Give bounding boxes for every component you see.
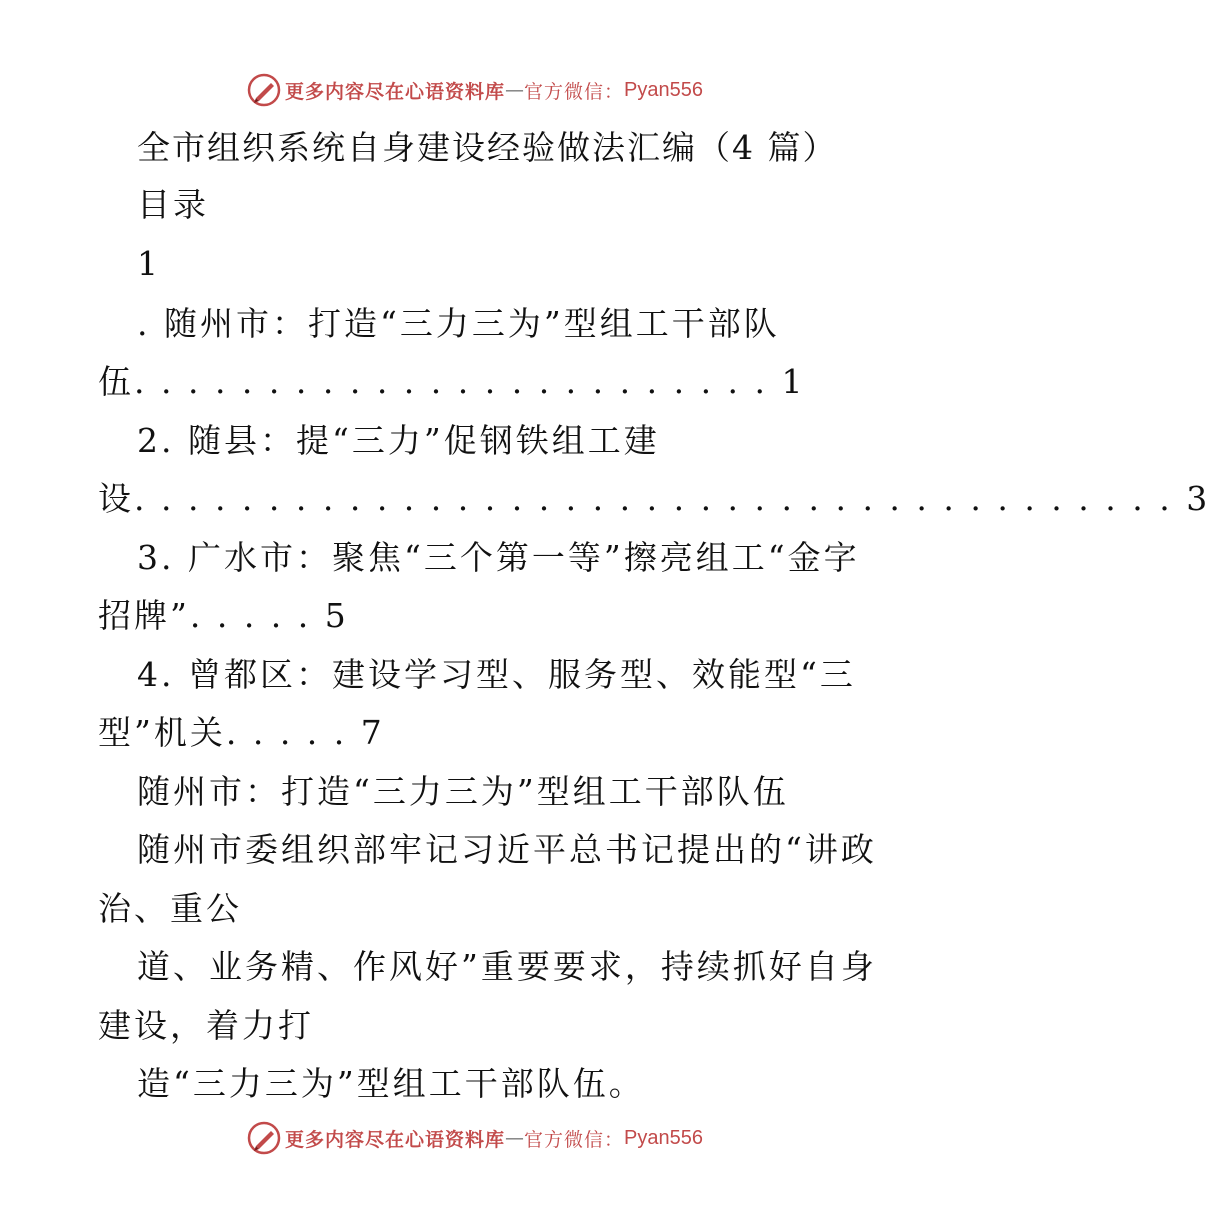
toc-heading: 目录 (137, 185, 209, 224)
banner-dash: — (505, 1127, 525, 1149)
banner-text: 更多内容尽在心语资料库 (285, 1128, 506, 1151)
body-paragraph-2-line-1: 道、业务精、作风好”重要要求，持续抓好自身 (137, 947, 877, 986)
footer-banner (0, 1118, 950, 1158)
toc-item-4-line-1: 4. 曾都区：建设学习型、服务型、效能型“三 (137, 655, 856, 694)
pen-logo-icon (247, 1121, 281, 1155)
document-title: 全市组织系统自身建设经验做法汇编（4 篇） (137, 128, 838, 167)
toc-item-3-line-2: 招牌”. . . . . 5 (98, 596, 349, 635)
section-heading: 随州市：打造“三力三为”型组工干部队伍 (137, 772, 789, 811)
toc-item-3-line-1: 3. 广水市：聚焦“三个第一等”擦亮组工“金字 (137, 538, 860, 577)
toc-item-4-line-2: 型”机关. . . . . 7 (98, 713, 385, 752)
toc-item-2-line-2: 设. . . . . . . . . . . . . . . . . . . . . . . . . . . . . . . . . . . . . . . 3 (98, 479, 1210, 518)
toc-item-1-line-1: . 随州市：打造“三力三为”型组工干部队 (137, 304, 780, 343)
banner-wechat-id: Pyan556 (624, 78, 703, 101)
body-paragraph-3-line-1: 造“三力三为”型组工干部队伍。 (137, 1064, 645, 1103)
toc-number: 1 (137, 244, 161, 283)
pen-logo-icon (247, 73, 281, 107)
header-banner (0, 70, 950, 110)
banner-wechat-label: 官方微信： (524, 80, 625, 103)
toc-item-2-line-1: 2. 随县：提“三力”促钢铁组工建 (137, 421, 660, 460)
banner-dash: — (505, 79, 525, 101)
banner-wechat-label: 官方微信： (524, 1128, 625, 1151)
body-paragraph-1-line-2: 治、重公 (98, 889, 242, 928)
toc-item-1-line-2: 伍. . . . . . . . . . . . . . . . . . . . . . . . 1 (98, 362, 806, 401)
body-paragraph-1-line-1: 随州市委组织部牢记习近平总书记提出的“讲政 (137, 830, 877, 869)
body-paragraph-2-line-2: 建设，着力打 (98, 1006, 314, 1045)
banner-wechat-id: Pyan556 (624, 1126, 703, 1149)
banner-text: 更多内容尽在心语资料库 (285, 80, 506, 103)
